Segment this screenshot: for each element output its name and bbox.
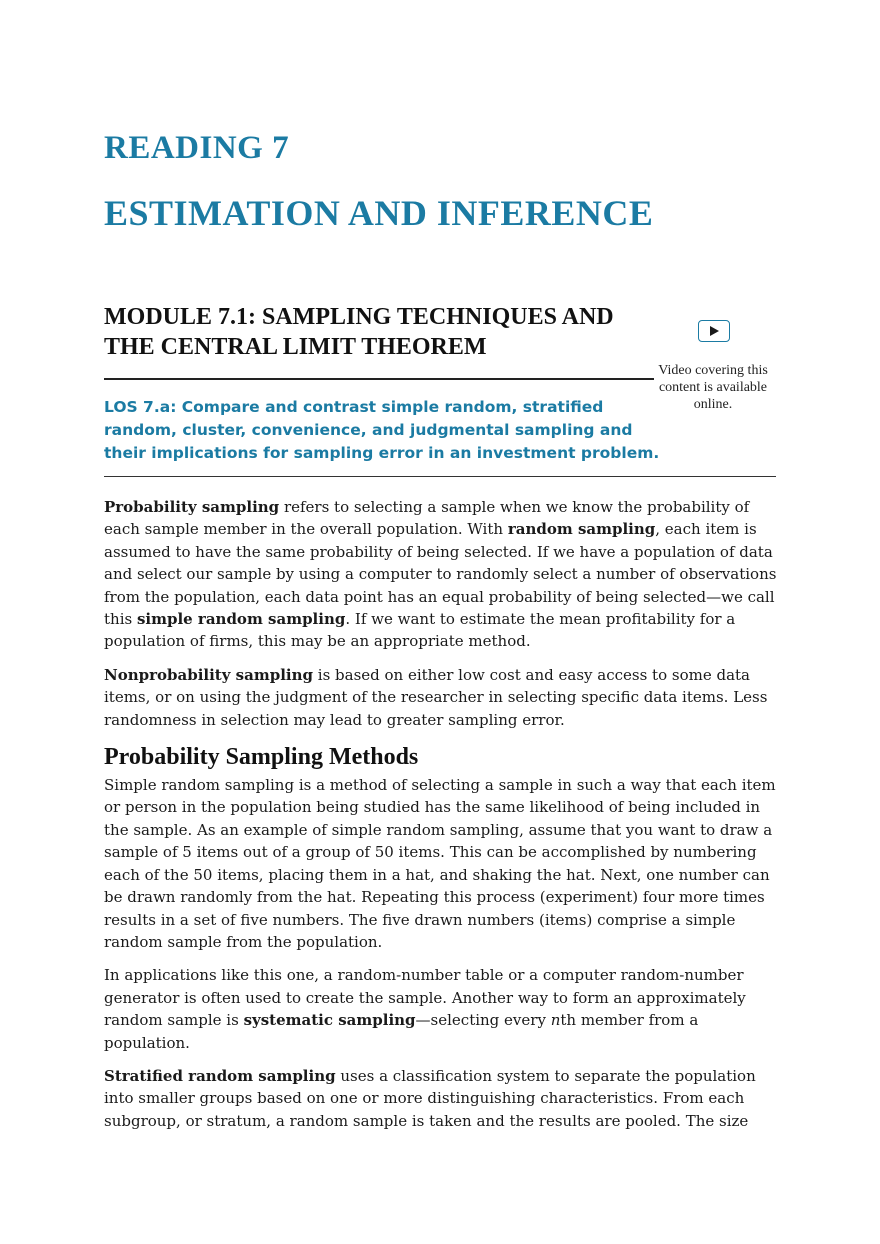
reading-label: READING 7 (104, 130, 290, 166)
learning-outcome-statement: LOS 7.a: Compare and contrast simple random, stratified random, cluster, convenience, and judgmental sampling and their implications for sampling error in an investment problem. (104, 398, 660, 462)
term-systematic-sampling: systematic sampling (243, 1011, 416, 1030)
paragraph-simple-random-sampling: Simple random sampling is a method of selecting a sample in such a way that each item or person in the population being studied has the same likelihood of being included in the sample. As an example of simple random sampling, assume that you want to draw a sample of 5 items out of a group of 50 items. This can be accomplished by numbering each of the 50 items, placing them in a hat, and shaking the hat. Next, one number can be drawn randomly from the hat. Repeating this process (experiment) four more times results in a set of five numbers. The five drawn numbers (items) comprise a simple random sample from the population. (104, 776, 776, 951)
play-icon (710, 326, 719, 336)
paragraph-nonprobability-sampling (104, 664, 780, 731)
video-button[interactable] (698, 320, 730, 342)
paragraph-probability-sampling (104, 496, 780, 653)
text: uses a classification system to separate the population into smaller groups based on one or more distinguishing characteristics. From each subgroup, or stratum, a random sample is taken and the results are pooled. The size (104, 1066, 756, 1130)
variable-n: n (550, 1011, 561, 1030)
reading-title: ESTIMATION AND INFERENCE (104, 193, 654, 233)
text: . If we want to estimate the mean profitability for a population of firms, this may be an appropriate method. (104, 610, 736, 651)
term-nonprobability-sampling: Nonprobability sampling (104, 665, 313, 684)
text: In applications like this one, a random-number table or a computer random-number generator is often used to create the sample. Another way to form an approximately random sample is (104, 966, 746, 1030)
text: is based on either low cost and easy access to some data items, or on using the judgment of the researcher in selecting specific data items. Less randomness in selection may lead to greater sampling error. (104, 665, 768, 729)
term-probability-sampling: Probability sampling (104, 498, 280, 516)
text: —selecting every (415, 1011, 551, 1030)
text: th member from a population. (104, 1011, 699, 1052)
section-heading: Probability Sampling Methods (104, 744, 419, 771)
term-simple-random-sampling: simple random sampling (136, 610, 346, 629)
los-divider (104, 476, 776, 477)
paragraph-systematic-sampling (104, 964, 780, 1054)
text: refers to selecting a sample when we know the probability of each sample member in the overall population. With (104, 498, 750, 539)
module-divider (104, 378, 654, 380)
module-title: MODULE 7.1: SAMPLING TECHNIQUES AND THE CENTRAL LIMIT THEOREM (104, 304, 614, 360)
term-stratified-random-sampling: Stratified random sampling (104, 1066, 336, 1085)
body-text (104, 496, 780, 1143)
paragraph-stratified-sampling (104, 1065, 780, 1132)
term-random-sampling: random sampling (507, 520, 656, 539)
video-note: Video covering this content is available online. (658, 363, 768, 412)
text: , each item is assumed to have the same probability of being selected. If we have a population of data and select our sample by using a computer to randomly select a number of observations from the population, each data point has an equal probability of being selected—we call this (104, 520, 777, 629)
